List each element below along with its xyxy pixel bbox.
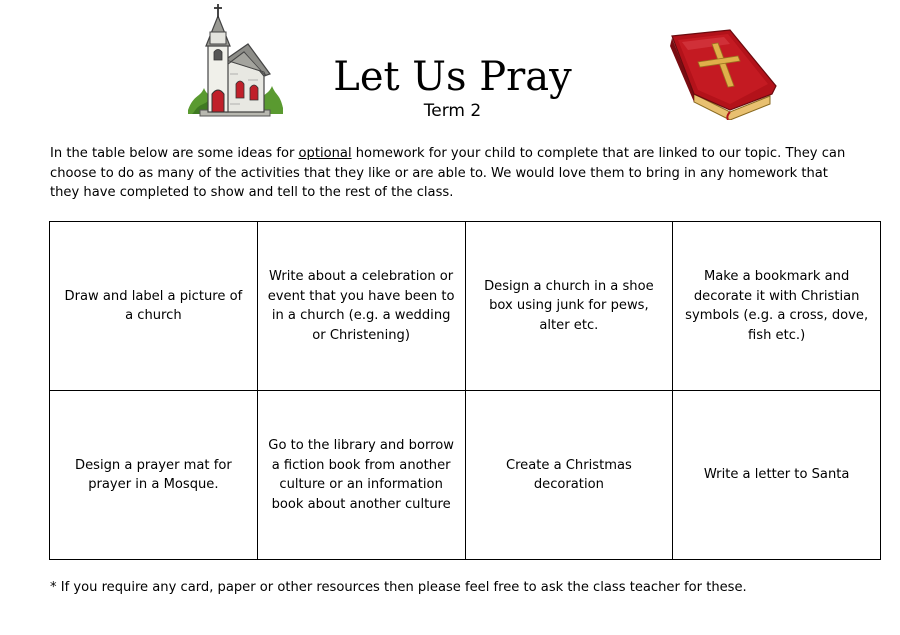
- table-row: [50, 222, 881, 391]
- intro-paragraph: [50, 144, 860, 203]
- activity-table: [49, 221, 881, 560]
- activity-cell: Design a church in a shoe box using junk for pews, alter etc.: [465, 222, 673, 391]
- activity-cell: Draw and label a picture of a church: [50, 222, 258, 391]
- activity-cell: Go to the library and borrow a fiction book from another culture or an information book about another culture: [257, 391, 465, 560]
- intro-text-end: homework for your child to complete that are linked to our topic. They can choose to do as many of the activities that they like or are able to. We would love them to bring in any homework that they have completed to show and tell to the rest of the class.: [50, 146, 846, 200]
- activity-cell: Make a bookmark and decorate it with Christian symbols (e.g. a cross, dove, fish etc.): [673, 222, 881, 391]
- activity-cell: Create a Christmas decoration: [465, 391, 673, 560]
- activity-cell: Write about a celebration or event that you have been to in a church (e.g. a wedding or Christening): [257, 222, 465, 391]
- activity-cell: Write a letter to Santa: [673, 391, 881, 560]
- page-subtitle: Term 2: [423, 101, 482, 121]
- intro-text-start: In the table below are some ideas for: [50, 146, 299, 161]
- footnote: * If you require any card, paper or other resources then please feel free to ask the class teacher for these.: [50, 580, 747, 595]
- intro-emphasis: optional: [298, 146, 352, 161]
- activity-cell: Design a prayer mat for prayer in a Mosque.: [50, 391, 258, 560]
- table-row: [50, 391, 881, 560]
- page-title: Let Us Pray: [333, 54, 572, 100]
